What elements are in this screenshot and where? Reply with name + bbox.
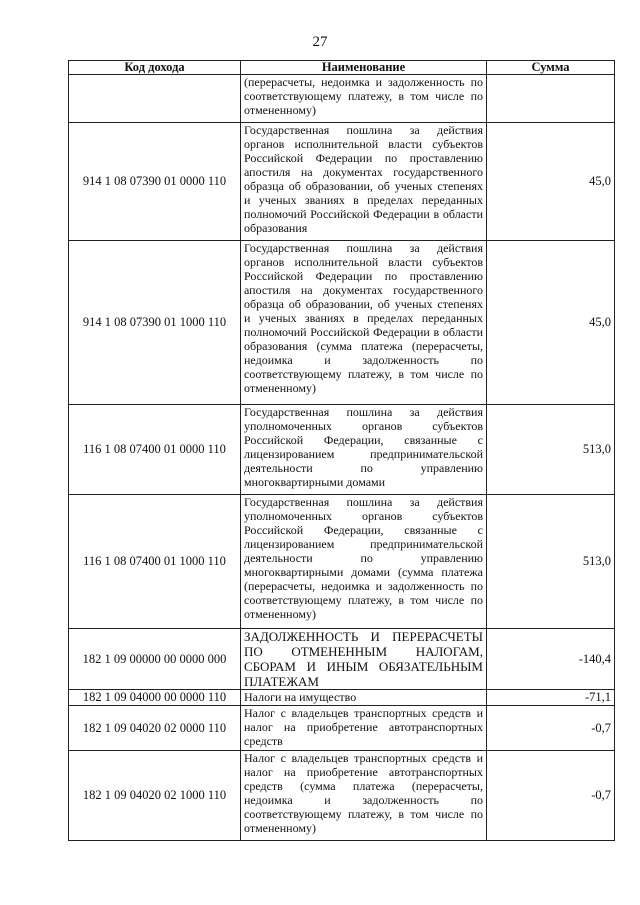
row-code: 116 1 08 07400 01 0000 110 — [69, 405, 241, 495]
row-name: Государственная пошлина за действия органов исполнительной власти субъектов Российской Федерации по проставлению апостиля на документах государственного образца об образовании, об ученых степенях и ученых званиях в пределах переданных полномочий Российской Федерации в области образования — [241, 123, 487, 241]
page-number: 27 — [312, 34, 328, 50]
table-header-row — [69, 61, 615, 75]
row-amount: -0,7 — [487, 751, 615, 841]
row-code: 914 1 08 07390 01 1000 110 — [69, 241, 241, 405]
table-row — [69, 629, 615, 690]
table-row — [69, 751, 615, 841]
row-amount: -0,7 — [487, 706, 615, 751]
revenue-table — [68, 60, 615, 841]
table-row — [69, 706, 615, 751]
table-row — [69, 495, 615, 629]
row-amount: 45,0 — [487, 123, 615, 241]
row-code: 182 1 09 04020 02 0000 110 — [69, 706, 241, 751]
row-amount: -140,4 — [487, 629, 615, 690]
row-code: 182 1 09 04000 00 0000 110 — [69, 690, 241, 706]
table-row — [69, 690, 615, 706]
row-amount: 513,0 — [487, 495, 615, 629]
row-code: 914 1 08 07390 01 0000 110 — [69, 123, 241, 241]
row-code: 182 1 09 04020 02 1000 110 — [69, 751, 241, 841]
row-amount: -71,1 — [487, 690, 615, 706]
row-code — [69, 75, 241, 123]
row-name: Государственная пошлина за действия уполномоченных органов субъектов Российской Федерации, связанные с лицензированием предпринимательской деятельности по управлению многоквартирными домами — [241, 405, 487, 495]
row-code: 182 1 09 00000 00 0000 000 — [69, 629, 241, 690]
header-amount: Сумма — [487, 61, 615, 75]
row-name: Государственная пошлина за действия уполномоченных органов субъектов Российской Федерации, связанные с лицензированием предпринимательской деятельности по управлению многоквартирными домами (сумма платежа (перерасчеты, недоимка и задолженность по соответствующему платежу, в том числе по отмененному) — [241, 495, 487, 629]
table-row — [69, 123, 615, 241]
table-row — [69, 405, 615, 495]
table-row — [69, 75, 615, 123]
row-name: Налог с владельцев транспортных средств и налог на приобретение автотранспортных средств — [241, 706, 487, 751]
row-name: Налог с владельцев транспортных средств и налог на приобретение автотранспортных средств (сумма платежа (перерасчеты, недоимка и задолженность по соответствующему платежу, в том числе по отмененному) — [241, 751, 487, 841]
row-amount: 513,0 — [487, 405, 615, 495]
row-name: Налоги на имущество — [241, 690, 487, 706]
header-code: Код дохода — [69, 61, 241, 75]
table-row — [69, 241, 615, 405]
row-amount — [487, 75, 615, 123]
row-name: (перерасчеты, недоимка и задолженность по соответствующему платежу, в том числе по отмененному) — [241, 75, 487, 123]
row-amount: 45,0 — [487, 241, 615, 405]
row-code: 116 1 08 07400 01 1000 110 — [69, 495, 241, 629]
row-name: Государственная пошлина за действия органов исполнительной власти субъектов Российской Федерации по проставлению апостиля на документах государственного образца об образовании, об ученых степенях и ученых званиях в пределах переданных полномочий Российской Федерации в области образования (сумма платежа (перерасчеты, недоимка и задолженность по соответствующему платежу, в том числе по отмененному) — [241, 241, 487, 405]
header-name: Наименование — [241, 61, 487, 75]
row-name: ЗАДОЛЖЕННОСТЬ И ПЕРЕРАСЧЕТЫ ПО ОТМЕНЕННЫМ НАЛОГАМ, СБОРАМ И ИНЫМ ОБЯЗАТЕЛЬНЫМ ПЛАТЕЖАМ — [241, 629, 487, 690]
